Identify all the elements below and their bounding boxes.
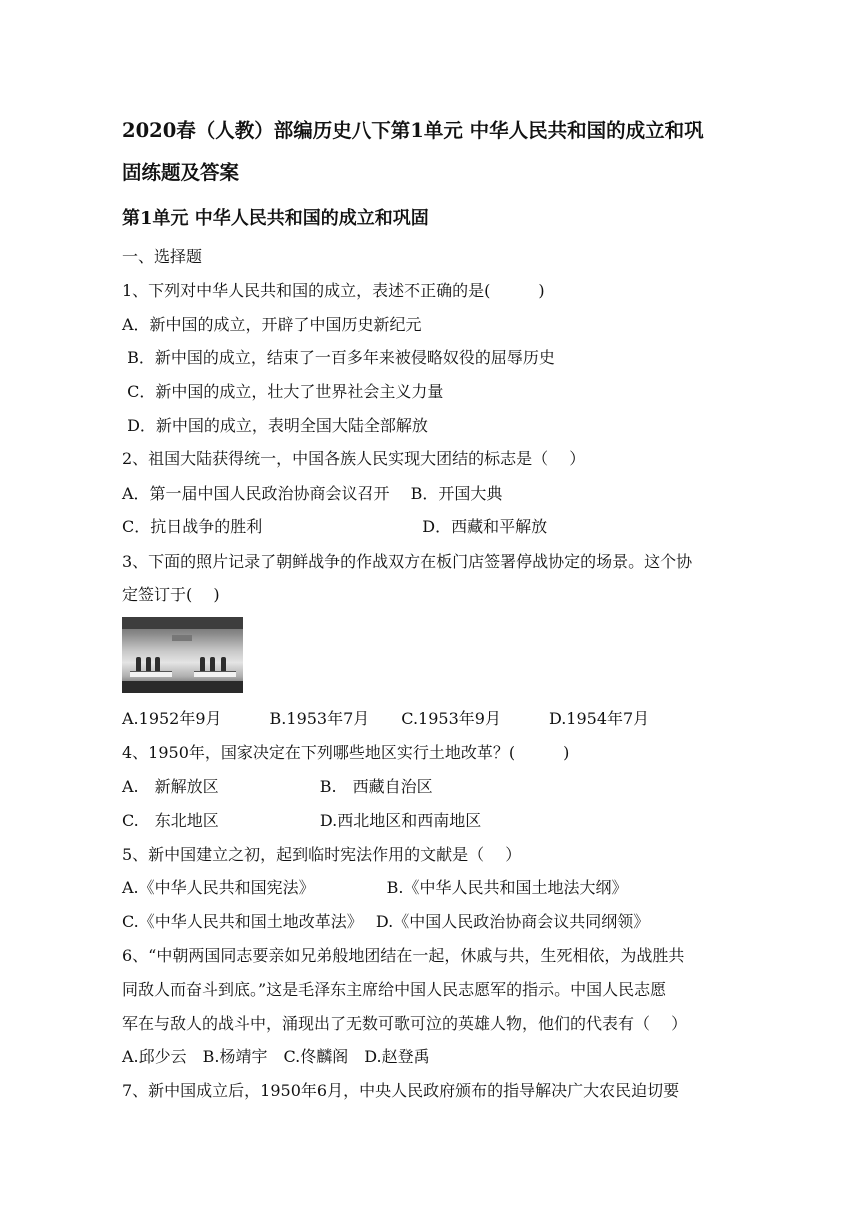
section-heading: 一、选择题	[122, 247, 203, 266]
q1-option-d: D．新中国的成立，表明全国大陆全部解放	[122, 416, 428, 435]
doc-title-line-1: 2020春（人教）部编历史八下第1单元 中华人民共和国的成立和巩	[122, 119, 704, 142]
q4-stem: 4、1950年，国家决定在下列哪些地区实行土地改革？( )	[122, 743, 570, 762]
q6-stem-line-2: 同敌人而奋斗到底。”这是毛泽东主席给中国人民志愿军的指示。中国人民志愿	[122, 980, 667, 999]
q5-stem: 5、新中国建立之初，起到临时宪法作用的文献是（ ）	[122, 845, 522, 864]
q1-option-b: B．新中国的成立，结束了一百多年来被侵略奴役的屈辱历史	[122, 348, 555, 367]
q5-options-cd: C.《中华人民共和国土地改革法》 D.《中国人民政治协商会议共同纲领》	[122, 912, 650, 931]
q6-stem-line-1: 6、“中朝两国同志要亲如兄弟般地团结在一起，休戚与共，生死相依，为战胜共	[122, 946, 685, 965]
q3-stem-line-2: 定签订于( )	[122, 585, 220, 604]
q4-options-cd: C. 东北地区 D.西北地区和西南地区	[122, 811, 482, 830]
q5-options-ab: A.《中华人民共和国宪法》 B.《中华人民共和国土地法大纲》	[122, 878, 628, 897]
q7-stem-line-1: 7、新中国成立后，1950年6月，中央人民政府颁布的指导解决广大农民迫切要	[122, 1081, 680, 1100]
q4-options-ab: A. 新解放区 B. 西藏自治区	[122, 777, 433, 796]
unit-heading: 第1单元 中华人民共和国的成立和巩固	[122, 208, 429, 229]
q3-stem-line-1: 3、下面的照片记录了朝鲜战争的作战双方在板门店签署停战协定的场景。这个协	[122, 552, 693, 571]
q1-stem: 1、下列对中华人民共和国的成立，表述不正确的是( )	[122, 281, 545, 300]
doc-title-line-2: 固练题及答案	[122, 161, 240, 184]
armistice-signing-photo	[122, 617, 243, 693]
q2-options-ab: A．第一届中国人民政治协商会议召开 B．开国大典	[122, 484, 503, 503]
q3-options: A.1952年9月 B.1953年7月 C.1953年9月 D.1954年7月	[122, 709, 650, 728]
q6-options: A.邱少云 B.杨靖宇 C.佟麟阁 D.赵登禹	[122, 1047, 430, 1066]
q1-option-a: A．新中国的成立，开辟了中国历史新纪元	[122, 315, 422, 334]
q2-options-cd: C．抗日战争的胜利 D．西藏和平解放	[122, 517, 548, 536]
q2-stem: 2、祖国大陆获得统一，中国各族人民实现大团结的标志是（ ）	[122, 449, 586, 468]
q6-stem-line-3: 军在与敌人的战斗中，涌现出了无数可歌可泣的英雄人物，他们的代表有（ ）	[122, 1014, 688, 1033]
q1-option-c: C．新中国的成立，壮大了世界社会主义力量	[122, 382, 444, 401]
